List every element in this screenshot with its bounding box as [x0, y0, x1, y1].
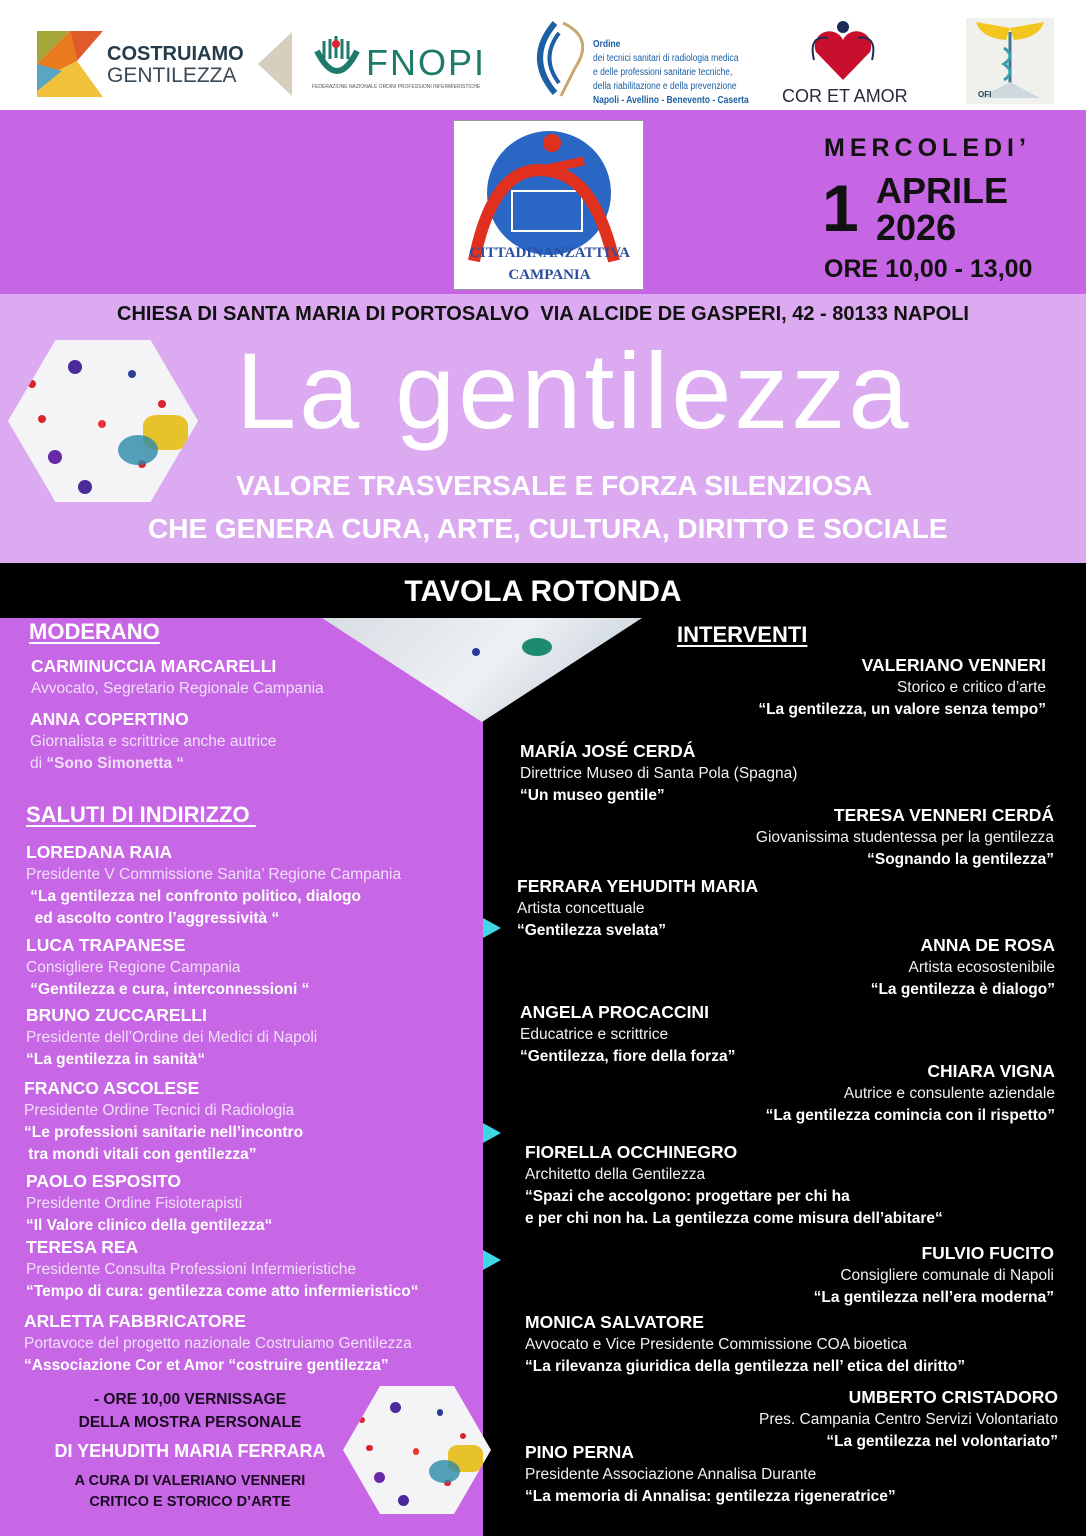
speaker-entry	[26, 841, 401, 930]
speaker-book	[30, 753, 276, 775]
speaker-name: MONICA SALVATORE	[525, 1312, 704, 1332]
speaker-talk-title: “La gentilezza in sanità“	[26, 1051, 206, 1068]
speaker-role: Presidente Ordine Tecnici di Radiologia	[24, 1102, 295, 1119]
speaker-name: PINO PERNA	[525, 1442, 634, 1462]
speaker-name: LOREDANA RAIA	[26, 842, 173, 862]
speaker-name: ARLETTA FABBRICATORE	[24, 1311, 246, 1331]
speaker-entry	[520, 740, 797, 807]
interventi-heading: INTERVENTI	[677, 622, 808, 647]
speaker-talk-title: e per chi non ha. La gentilezza come misura dell’abitare“	[525, 1210, 943, 1227]
speaker-entry	[766, 1060, 1055, 1127]
speaker-role: Giornalista e scrittrice anche autrice	[30, 733, 277, 750]
arrow-divider	[258, 32, 292, 96]
paint-splash	[158, 400, 166, 408]
moderano-heading: MODERANO	[29, 619, 160, 644]
speaker-entry	[525, 1311, 965, 1378]
costruiamo-gentilezza-logo: COSTRUIAMO GENTILEZZA	[37, 31, 103, 97]
speaker-talk-title: “Gentilezza e cura, interconnessioni “	[26, 981, 310, 998]
ordine-tsrm-logo: Ordine dei tecnici sanitari di radiologia medica e delle professioni sanitarie tecniche, della riabilitazione e della prevenzione Napoli - Avellino - Benevento - Caserta	[525, 18, 587, 103]
paint-splash	[437, 1409, 443, 1415]
paint-splash	[390, 1402, 401, 1413]
speaker-role: Presidente dell’Ordine dei Medici di Napoli	[26, 1029, 318, 1046]
speaker-entry	[24, 1077, 303, 1166]
speaker-name: FIORELLA OCCHINEGRO	[525, 1142, 738, 1162]
speaker-name: UMBERTO CRISTADORO	[848, 1387, 1058, 1407]
speaker-entry	[24, 1310, 412, 1377]
speaker-role: Architetto della Gentilezza	[525, 1166, 706, 1183]
speaker-role: Educatrice e scrittrice	[520, 1026, 669, 1043]
speaker-talk-title: “La gentilezza, un valore senza tempo”	[758, 701, 1046, 718]
vernissage-line: - ORE 10,00 VERNISSAGE	[93, 1391, 287, 1408]
speaker-entry	[517, 875, 758, 942]
speaker-name: FULVIO FUCITO	[921, 1243, 1054, 1263]
speaker-role: Storico e critico d’arte	[896, 679, 1046, 696]
paint-splash	[48, 450, 62, 464]
speaker-name: TERESA REA	[26, 1237, 139, 1257]
speaker-entry	[756, 804, 1054, 871]
event-month: APRILE	[876, 170, 1009, 211]
speaker-entry	[871, 934, 1055, 1001]
tavola-rotonda-heading: TAVOLA ROTONDA	[0, 563, 1086, 618]
speaker-name: FERRARA YEHUDITH MARIA	[517, 876, 759, 896]
speaker-role: Portavoce del progetto nazionale Costruiamo Gentilezza	[24, 1335, 412, 1352]
speaker-talk-title: “Spazi che accolgono: progettare per chi ha	[525, 1188, 850, 1205]
speaker-entry	[520, 1001, 735, 1068]
speaker-talk-title: “Gentilezza, fiore della forza”	[520, 1048, 736, 1065]
paint-splash	[98, 420, 106, 428]
speaker-talk-title: “La gentilezza comincia con il rispetto”	[765, 1107, 1055, 1124]
event-subtitle-2: CHE GENERA CURA, ARTE, CULTURA, DIRITTO E SOCIALE	[148, 513, 948, 544]
speaker-entry	[525, 1141, 943, 1230]
speaker-talk-title: “Il Valore clinico della gentilezza“	[26, 1217, 273, 1234]
speaker-role: Artista ecosostenibile	[908, 959, 1055, 976]
speaker-role: Presidente Consulta Professioni Infermieristiche	[26, 1261, 356, 1278]
arrow-marker	[483, 1250, 501, 1270]
paint-splash	[128, 370, 136, 378]
speaker-talk-title: “Gentilezza svelata”	[517, 922, 667, 939]
speaker-name: MARÍA JOSÉ CERDÁ	[520, 741, 696, 761]
speaker-name: PAOLO ESPOSITO	[26, 1171, 181, 1191]
speaker-entry	[758, 654, 1046, 721]
speaker-name: CARMINUCCIA MARCARELLI	[31, 656, 277, 676]
speaker-talk-title: ed ascolto contro l’aggressività “	[26, 910, 280, 927]
speaker-role: Consigliere Regione Campania	[26, 959, 241, 976]
speaker-name: ANNA COPERTINO	[30, 709, 189, 729]
speaker-name: LUCA TRAPANESE	[26, 935, 186, 955]
speaker-entry	[26, 1004, 317, 1071]
speaker-talk-title: “Le professioni sanitarie nell’incontro	[24, 1124, 304, 1141]
speaker-role: Pres. Campania Centro Servizi Volontariato	[759, 1411, 1058, 1428]
speaker-role: Presidente Associazione Annalisa Durante	[525, 1466, 817, 1483]
speaker-role: Consigliere comunale di Napoli	[840, 1267, 1054, 1284]
speaker-talk-title: “La memoria di Annalisa: gentilezza rigeneratrice”	[525, 1488, 896, 1505]
paint-splash	[118, 435, 158, 465]
event-day: 1	[822, 171, 859, 245]
speaker-talk-title: “La gentilezza è dialogo”	[870, 981, 1055, 998]
paint-splash	[374, 1472, 385, 1483]
event-weekday: MERCOLEDI’	[824, 134, 1031, 162]
speaker-name: VALERIANO VENNERI	[861, 655, 1046, 675]
paint-splash	[460, 1433, 466, 1439]
speaker-talk-title: “Tempo di cura: gentilezza come atto infermieristico“	[26, 1283, 419, 1300]
sponsor-logos-bar	[0, 0, 1086, 110]
speaker-talk-title: “La rilevanza giuridica della gentilezza nell’ etica del diritto”	[525, 1358, 966, 1375]
event-title: La gentilezza	[236, 330, 912, 451]
speaker-entry	[26, 1236, 418, 1303]
speaker-talk-title: “La gentilezza nel confronto politico, dialogo	[26, 888, 361, 905]
speaker-name: CHIARA VIGNA	[927, 1061, 1055, 1081]
vernissage-line: CRITICO E STORICO D’ARTE	[89, 1494, 291, 1510]
speaker-name: ANNA DE ROSA	[920, 935, 1055, 955]
speaker-role: Avvocato, Segretario Regionale Campania	[31, 680, 324, 697]
saluti-heading: SALUTI DI INDIRIZZO	[26, 802, 256, 827]
paint-splash	[366, 1445, 372, 1451]
speaker-entry	[525, 1441, 896, 1508]
cor-et-amor-logo: COR ET AMOR	[780, 20, 906, 106]
speaker-role: Presidente V Commissione Sanita’ Regione Campania	[26, 866, 402, 883]
event-venue: CHIESA DI SANTA MARIA DI PORTOSALVO VIA ALCIDE DE GASPERI, 42 - 80133 NAPOLI	[117, 303, 969, 325]
cittadinanzattiva-logo: CITTADINANZATTIVA CAMPANIA	[453, 120, 644, 290]
speaker-role: Avvocato e Vice Presidente Commissione COA bioetica	[525, 1336, 907, 1353]
speaker-name: BRUNO ZUCCARELLI	[26, 1005, 207, 1025]
arrow-marker	[483, 1123, 501, 1143]
speaker-entry	[30, 708, 276, 775]
speaker-entry	[31, 655, 324, 700]
speaker-entry	[814, 1242, 1054, 1309]
paint-splash	[38, 415, 46, 423]
speaker-name: TERESA VENNERI CERDÁ	[833, 805, 1054, 825]
event-time: ORE 10,00 - 13,00	[824, 255, 1033, 283]
speaker-entry	[26, 1170, 272, 1237]
speaker-talk-title: “La gentilezza nell’era moderna”	[813, 1289, 1054, 1306]
book-prefix: di	[30, 755, 47, 772]
speaker-role: Presidente Ordine Fisioterapisti	[26, 1195, 243, 1212]
fnopi-logo: FNOPI FEDERAZIONE NAZIONALE ORDINI PROFESSIONI INFERMIERISTICHE	[312, 36, 362, 87]
speaker-entry	[26, 934, 309, 1001]
speaker-talk-title: “Sognando la gentilezza”	[867, 851, 1054, 868]
paint-splash	[68, 360, 82, 374]
paint-splash	[78, 480, 92, 494]
speaker-talk-title: “La gentilezza nel volontariato”	[826, 1433, 1058, 1450]
speaker-role: Direttrice Museo di Santa Pola (Spagna)	[520, 765, 798, 782]
event-year: 2026	[876, 207, 957, 248]
speaker-role: Autrice e consulente aziendale	[843, 1085, 1055, 1102]
vernissage-line: A CURA DI VALERIANO VENNERI	[74, 1473, 306, 1489]
ofi-logo: OFI	[966, 18, 1054, 104]
speaker-talk-title: tra mondi vitali con gentilezza”	[24, 1146, 257, 1163]
speaker-role: Giovanissima studentessa per la gentilezza	[755, 829, 1054, 846]
speaker-name: ANGELA PROCACCINI	[520, 1002, 709, 1022]
speaker-talk-title: “Sono Simonetta “	[46, 755, 185, 772]
speaker-role: Artista concettuale	[517, 900, 645, 917]
paint-splash	[398, 1495, 409, 1506]
speaker-talk-title: “Associazione Cor et Amor “costruire gentilezza”	[24, 1357, 389, 1374]
event-subtitle-1: VALORE TRASVERSALE E FORZA SILENZIOSA	[236, 470, 873, 501]
vernissage-artist: DI YEHUDITH MARIA FERRARA	[54, 1441, 326, 1461]
speaker-talk-title: “Un museo gentile”	[520, 787, 665, 804]
speaker-name: FRANCO ASCOLESE	[24, 1078, 200, 1098]
paint-splash	[429, 1460, 460, 1483]
vernissage-line: DELLA MOSTRA PERSONALE	[78, 1414, 302, 1431]
arrow-marker	[483, 918, 501, 938]
paint-splash	[413, 1448, 419, 1454]
